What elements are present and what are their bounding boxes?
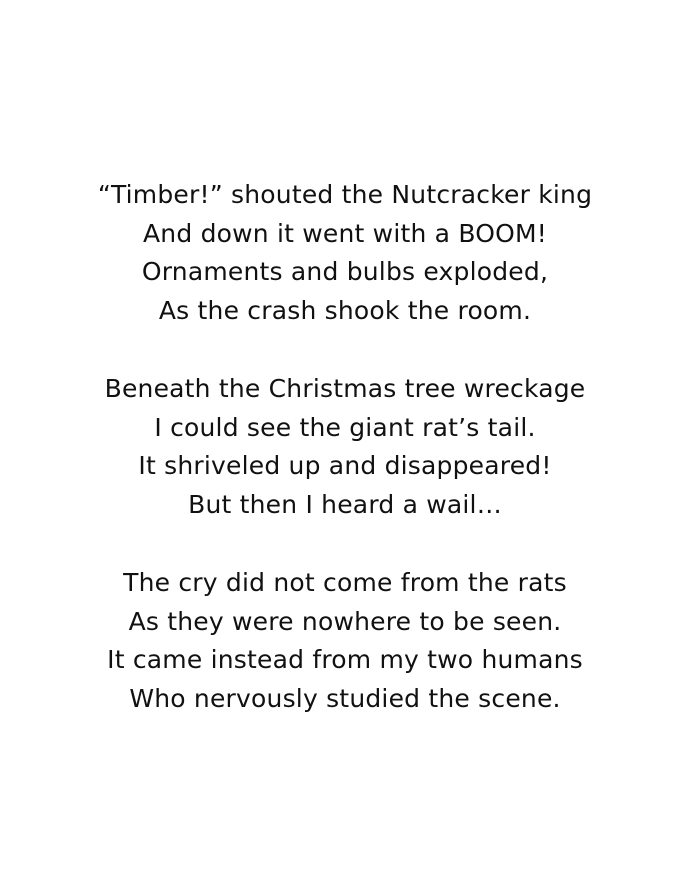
poem-line: The cry did not come from the rats <box>123 568 567 597</box>
poem-line: And down it went with a BOOM! <box>143 218 547 248</box>
poem-line: As the crash shook the room. <box>158 295 532 325</box>
poem-line: It shriveled up and disappeared! <box>138 451 552 480</box>
poem-line: Ornaments and bulbs exploded, <box>141 257 549 286</box>
poem-line: Who nervously studied the scene. <box>129 683 561 713</box>
stanza-3 <box>0 564 690 718</box>
poem-line: As they were nowhere to be seen. <box>128 606 562 636</box>
poem-line: But then I heard a wail… <box>188 489 502 519</box>
poem <box>0 176 690 718</box>
poem-line: “Timber!” shouted the Nutcracker king <box>97 180 593 209</box>
stanza-1 <box>0 176 690 330</box>
poem-line: It came instead from my two humans <box>107 645 583 674</box>
poem-line: Beneath the Christmas tree wreckage <box>104 374 586 403</box>
poem-line: I could see the giant rat’s tail. <box>154 412 536 442</box>
stanza-2 <box>0 370 690 524</box>
